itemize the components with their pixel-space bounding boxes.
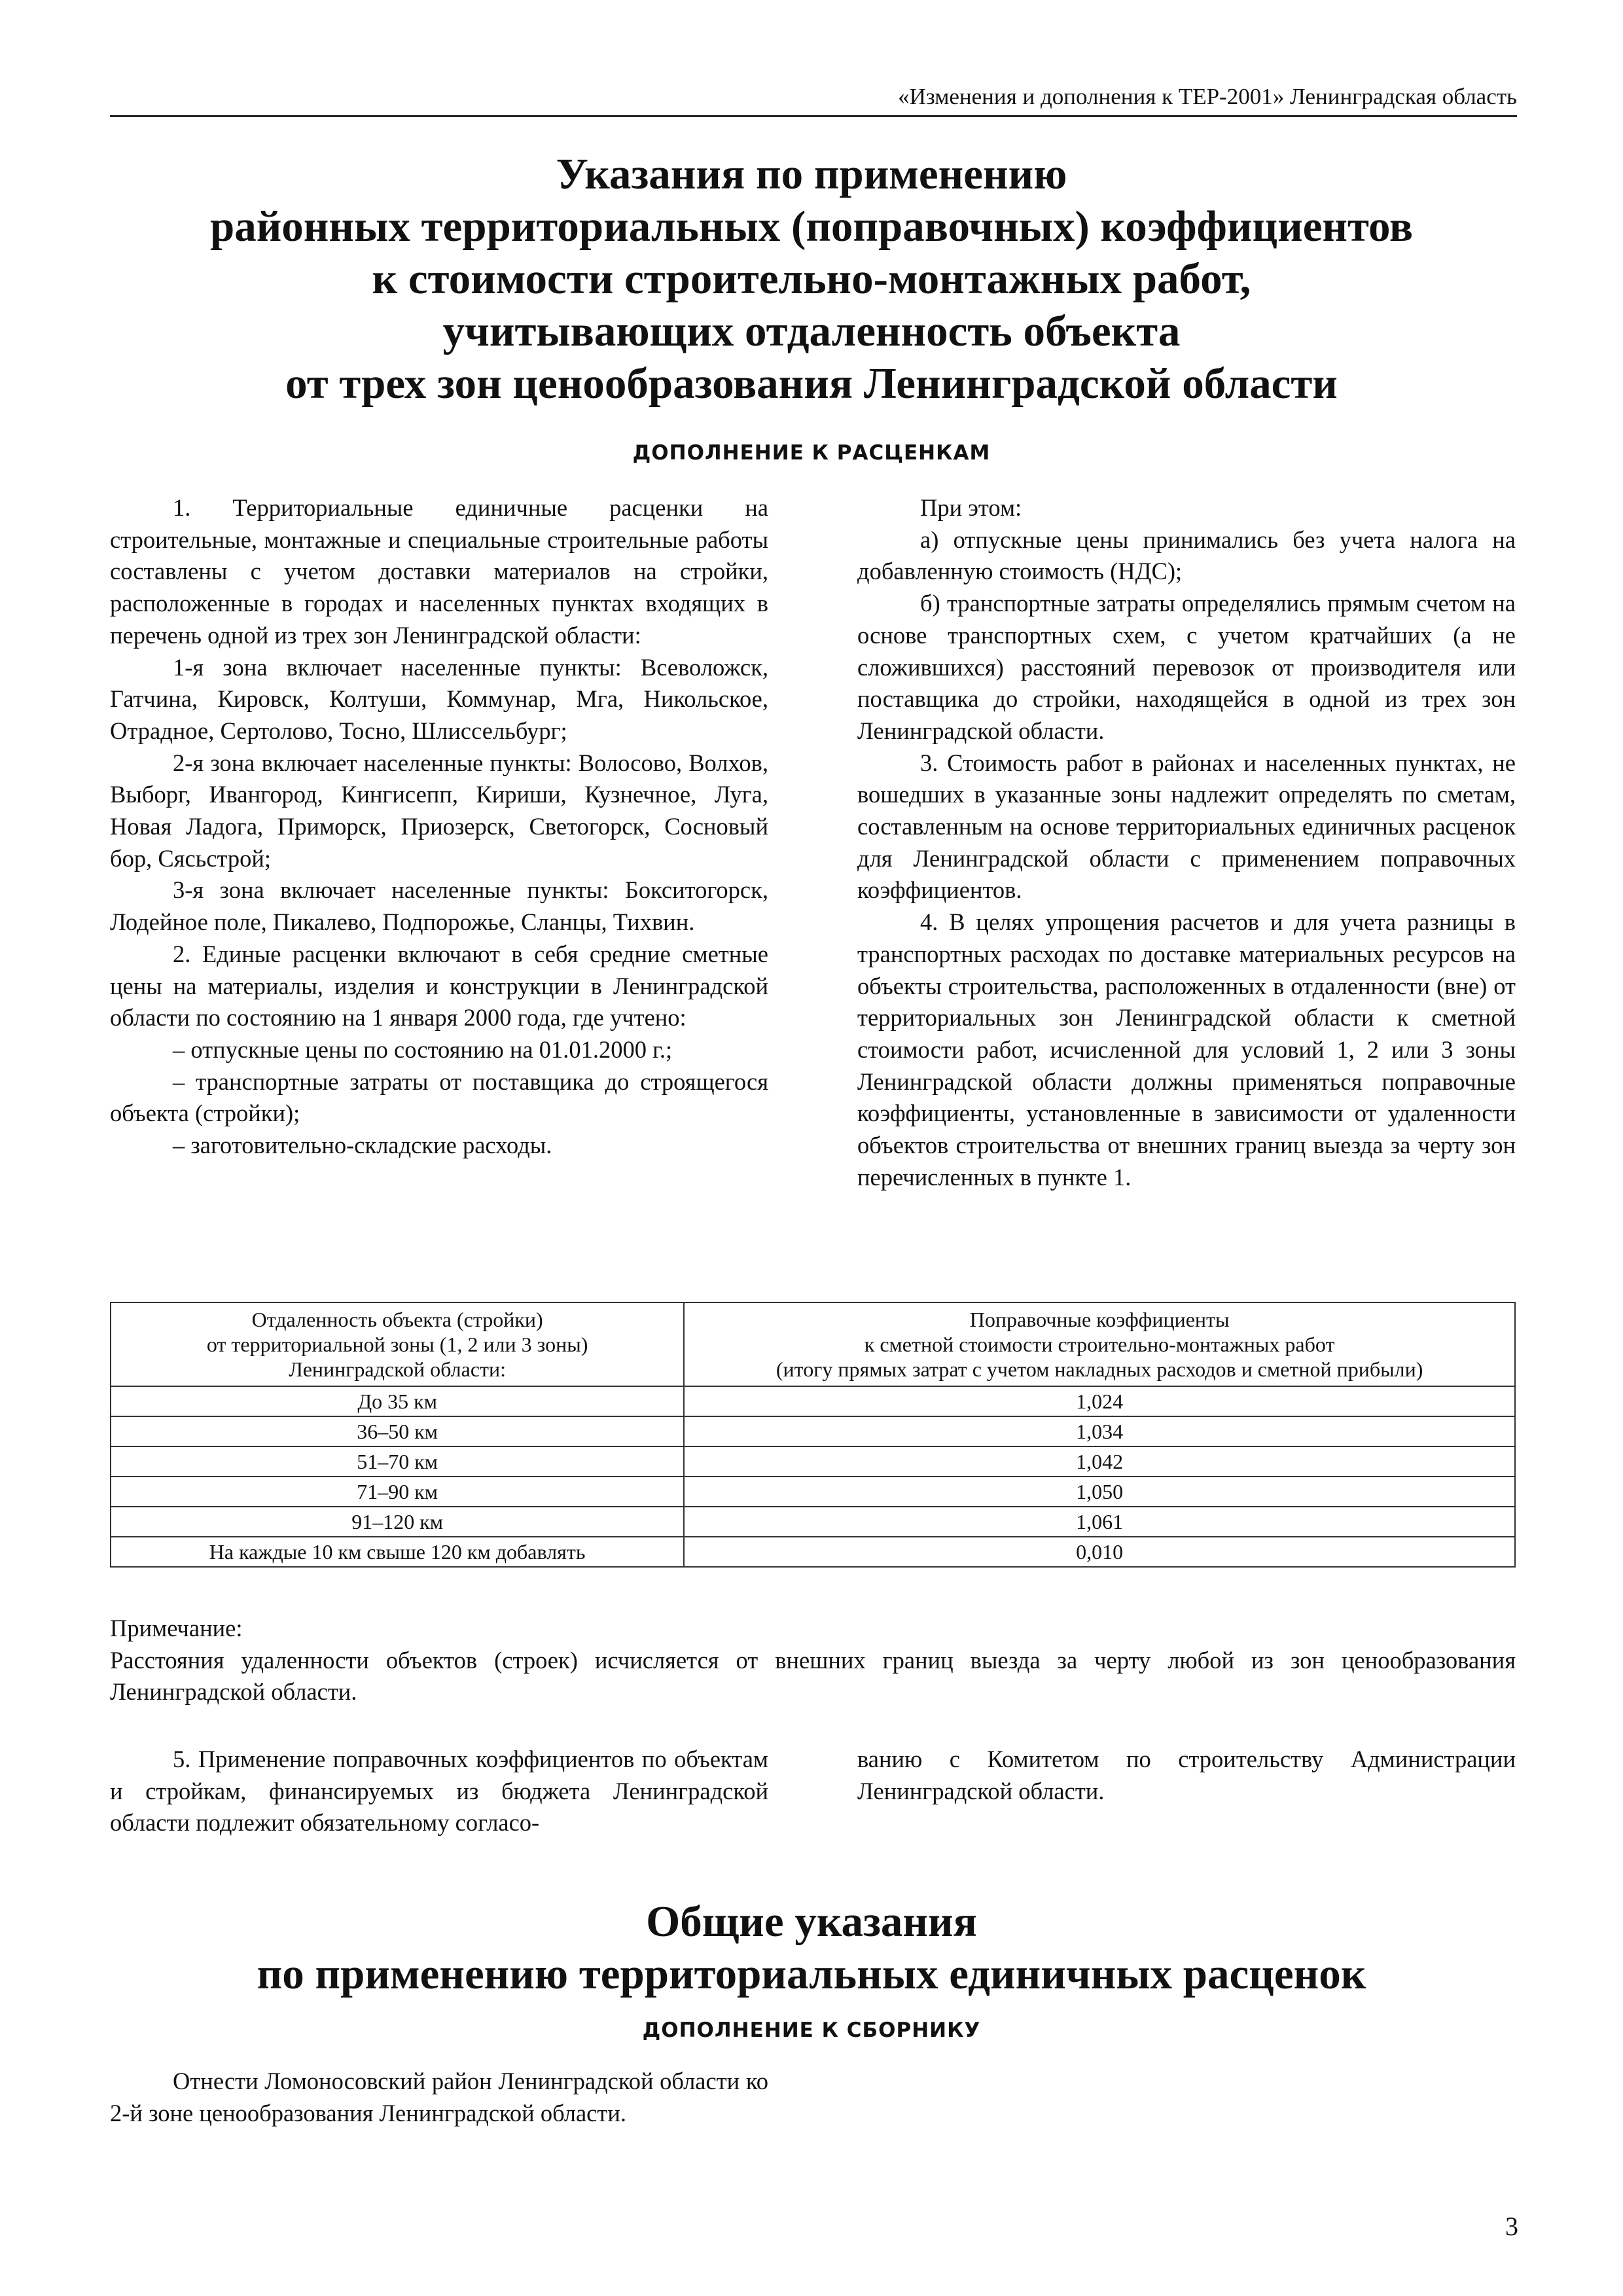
cell-distance: 36–50 км [111, 1416, 684, 1446]
table-header-row [111, 1302, 1515, 1386]
page-number: 3 [1505, 2212, 1518, 2241]
title-line: Указания по применению [556, 150, 1067, 198]
table-row [111, 1477, 1515, 1507]
paragraph: б) транспортные затраты определялись прямым счетом на основе транспортных схем, с учетом кратчайших (а не сложившихся) расстояний перевозок от производителя или поставщика до стройки, находящейся в одной из трех зон Ленинградской области. [857, 590, 1516, 744]
table-row [111, 1507, 1515, 1537]
cell-distance: 71–90 км [111, 1477, 684, 1507]
list-item: – отпускные цены по состоянию на 01.01.2000 г.; [173, 1035, 673, 1063]
paragraph: ванию с Комитетом по строительству Администрации Ленинградской области. [857, 1746, 1516, 1804]
left-column [110, 492, 768, 1162]
table-row [111, 1416, 1515, 1446]
cell-coefficient: 1,050 [684, 1477, 1515, 1507]
paragraph: 4. В целях упрощения расчетов и для учета разницы в транспортных расходах по доставке материальных ресурсов на объекты строительства, расположенных в отдаленности (вне) от территориальных зон Ленинградской области к сметной стоимости работ, исчисленной для условий 1, 2 или 3 зоны Ленинградской области должны применяться поправочные коэффициенты, установленные в зависимости от удаленности объектов строительства от внешних границ выезда за черту зон перечисленных в пункте 1. [857, 908, 1516, 1191]
list-item: – транспортные затраты от поставщика до строящегося объекта (стройки); [110, 1067, 768, 1127]
cell-coefficient: 1,024 [684, 1386, 1515, 1416]
table-note [110, 1613, 1516, 1708]
cell-distance: 91–120 км [111, 1507, 684, 1537]
paragraph: 1-я зона включает населенные пункты: Всеволожск, Гатчина, Кировск, Колтуши, Коммунар, Мга, Никольское, Отрадное, Сертолово, Тосно, Шлиссельбург; [110, 653, 768, 744]
title-line: от трех зон ценообразования Ленинградской области [285, 359, 1338, 408]
paragraph: а) отпускные цены принимались без учета налога на добавленную стоимость (НДС); [857, 526, 1516, 585]
cell-distance: 51–70 км [111, 1446, 684, 1477]
paragraph: 2-я зона включает населенные пункты: Волосово, Волхов, Выборг, Ивангород, Кингисепп, Кириши, Кузнечное, Луга, Новая Ладога, Приморск, Приозерск, Светогорск, Сосновый бор, Сясьстрой; [110, 749, 768, 872]
title-line: Общие указания [646, 1897, 977, 1946]
title-line: районных территориальных (поправочных) коэффициентов [209, 202, 1414, 251]
note-label: Примечание: [110, 1615, 243, 1641]
paragraph: При этом: [920, 494, 1022, 521]
list-item: – заготовительно-складские расходы. [173, 1132, 552, 1159]
cell-coefficient: 1,034 [684, 1416, 1515, 1446]
paragraph-5-left [110, 1744, 768, 1839]
paragraph: 2. Единые расценки включают в себя средние сметные цены на материалы, изделия и конструкции в Ленинградской области по состоянию на 1 января 2000 года, где учтено: [110, 940, 768, 1031]
document-title [105, 148, 1518, 410]
subheading-collection-supplement: ДОПОЛНЕНИЕ К СБОРНИКУ [642, 2018, 981, 2042]
table-row [111, 1386, 1515, 1416]
title-line: к стоимости строительно-монтажных работ, [372, 255, 1251, 303]
header-coefficient: Поправочные коэффициенты к сметной стоимости строительно-монтажных работ (итогу прямых затрат с учетом накладных расходов и сметной прибыли) [684, 1302, 1515, 1386]
header-distance: Отдаленность объекта (стройки) от территориальной зоны (1, 2 или 3 зоны) Ленинградской области: [111, 1302, 684, 1386]
cell-distance: На каждые 10 км свыше 120 км добавлять [111, 1537, 684, 1567]
paragraph: 3-я зона включает населенные пункты: Бокситогорск, Лодейное поле, Пикалево, Подпорожье, Сланцы, Тихвин. [110, 876, 768, 936]
paragraph: 5. Применение поправочных коэффициентов по объектам и стройкам, финансируемых из бюджета Ленинградской области подлежит обязательному согласо- [110, 1746, 768, 1837]
cell-coefficient: 1,042 [684, 1446, 1515, 1477]
note-text: Расстояния удаленности объектов (строек) исчисляется от внешних границ выезда за черту любой из зон ценообразования Ленинградской области. [110, 1646, 1516, 1706]
title-line: учитывающих отдаленность объекта [442, 307, 1181, 355]
cell-coefficient: 0,010 [684, 1537, 1515, 1567]
right-column [857, 492, 1516, 1193]
paragraph: 3. Стоимость работ в районах и населенных пунктах, не вошедших в указанные зоны надлежит определять по сметам, составленным на основе территориальных единичных расценок для Ленинградской области с применением поправочных коэффициентов. [857, 749, 1516, 904]
final-paragraph-block [110, 2066, 768, 2129]
subheading-rates-supplement: ДОПОЛНЕНИЕ К РАСЦЕНКАМ [632, 441, 991, 465]
title-line: по применению территориальных единичных расценок [257, 1950, 1366, 1998]
paragraph-5-right [857, 1744, 1516, 1807]
coefficients-table [110, 1302, 1516, 1568]
running-header: «Изменения и дополнения к ТЕР-2001» Ленинградская область [110, 82, 1517, 117]
section-title [105, 1895, 1518, 2000]
table-row [111, 1537, 1515, 1567]
paragraph: Отнести Ломоносовский район Ленинградской области ко 2-й зоне ценообразования Ленинградской области. [110, 2068, 768, 2126]
cell-coefficient: 1,061 [684, 1507, 1515, 1537]
cell-distance: До 35 км [111, 1386, 684, 1416]
paragraph: 1. Территориальные единичные расценки на строительные, монтажные и специальные строительные работы составлены с учетом доставки материалов на стройки, расположенные в городах и населенных пунктах входящих в перечень одной из трех зон Ленинградской области: [110, 494, 768, 649]
table-row [111, 1446, 1515, 1477]
